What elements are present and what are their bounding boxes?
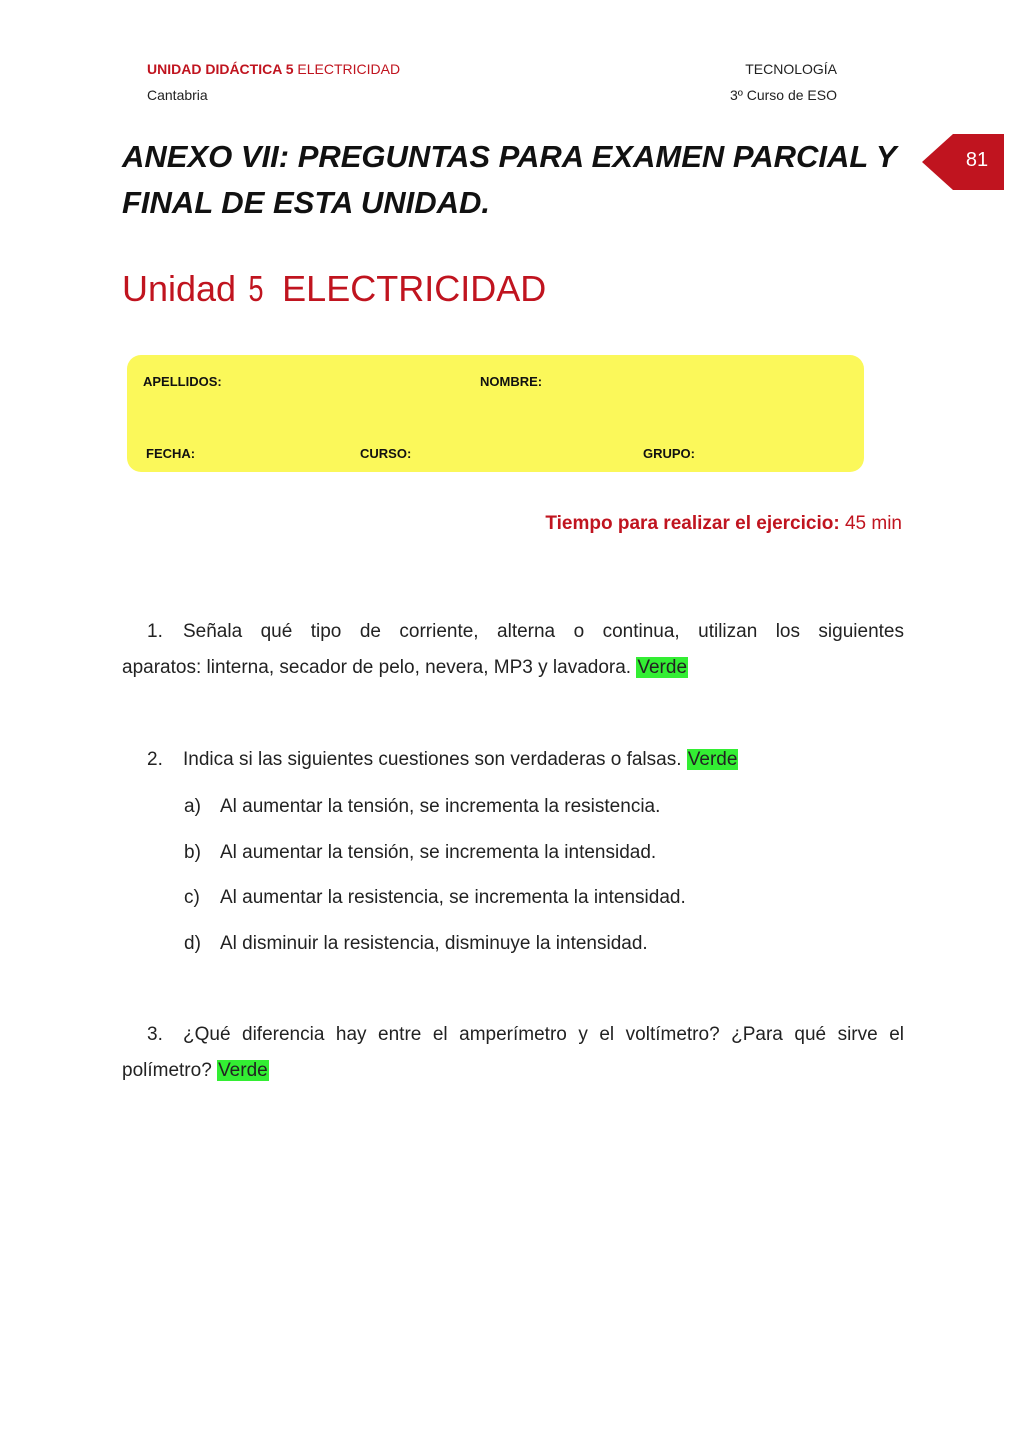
page-title: ANEXO VII: PREGUNTAS PARA EXAMEN PARCIAL Y FINAL DE ESTA UNIDAD.: [122, 139, 896, 220]
option-d: [184, 933, 648, 955]
question-3-tag: Verde: [218, 1060, 268, 1081]
time-value: 45 min: [839, 513, 902, 534]
option-c: [184, 887, 686, 909]
question-1-line2: [122, 650, 904, 686]
question-2-text: Indica si las siguientes cuestiones son verdaderas o falsas.: [183, 749, 682, 770]
question-1: [122, 614, 904, 686]
header-unit: [147, 61, 400, 77]
header-region: Cantabria: [147, 87, 208, 103]
option-d-text: Al disminuir la resistencia, disminuye la intensidad.: [220, 933, 648, 954]
fecha-label: FECHA:: [146, 446, 196, 461]
question-3: [122, 1017, 904, 1089]
option-a-letter: a): [184, 796, 201, 817]
question-3-text: ¿Qué diferencia hay entre el amperímetro y el voltímetro? ¿Para qué sirve el: [183, 1024, 904, 1045]
unit-word: Unidad: [122, 268, 237, 309]
question-1-text: Señala qué tipo de corriente, alterna o continua, utilizan los siguientes: [183, 621, 904, 642]
curso-label: CURSO:: [360, 446, 412, 461]
unit-number: 5: [248, 268, 264, 309]
question-3-line2: [122, 1053, 904, 1089]
question-1-line1: [122, 614, 904, 650]
question-3-line1: [122, 1017, 904, 1053]
question-1-text-cont: aparatos: linterna, secador de pelo, nevera, MP3 y lavadora.: [122, 657, 632, 678]
header-subject: TECNOLOGÍA: [745, 61, 837, 77]
option-a-text: Al aumentar la tensión, se incrementa la resistencia.: [220, 796, 661, 817]
question-2-number: 2.: [147, 749, 163, 770]
unit-name: ELECTRICIDAD: [282, 268, 547, 309]
option-c-text: Al aumentar la resistencia, se incrementa la intensidad.: [220, 887, 686, 908]
time-limit: [545, 513, 902, 535]
apellidos-label: APELLIDOS:: [143, 374, 222, 389]
nombre-label: NOMBRE:: [480, 374, 543, 389]
option-a: [184, 796, 660, 818]
question-1-tag: Verde: [637, 657, 688, 678]
unit-heading: [122, 268, 546, 310]
question-2: [122, 742, 904, 778]
header-unit-rest: ELECTRICIDAD: [293, 61, 401, 77]
student-info-box: [127, 355, 864, 472]
question-3-text-cont: polímetro?: [122, 1060, 212, 1081]
header-unit-bold: UNIDAD DIDÁCTICA 5: [147, 61, 294, 77]
grupo-label: GRUPO:: [643, 446, 695, 461]
time-label: Tiempo para realizar el ejercicio:: [545, 513, 840, 534]
question-2-line: [122, 742, 904, 778]
option-c-letter: c): [184, 887, 200, 908]
header-course: 3º Curso de ESO: [729, 87, 837, 103]
page-number-badge: [922, 134, 1004, 190]
page-number: 81: [965, 149, 989, 171]
question-3-number: 3.: [147, 1024, 163, 1045]
option-b: [184, 842, 656, 864]
option-b-letter: b): [184, 842, 201, 863]
option-d-letter: d): [184, 933, 201, 954]
question-2-tag: Verde: [687, 749, 738, 770]
question-1-number: 1.: [147, 621, 163, 642]
option-b-text: Al aumentar la tensión, se incrementa la intensidad.: [220, 842, 657, 863]
